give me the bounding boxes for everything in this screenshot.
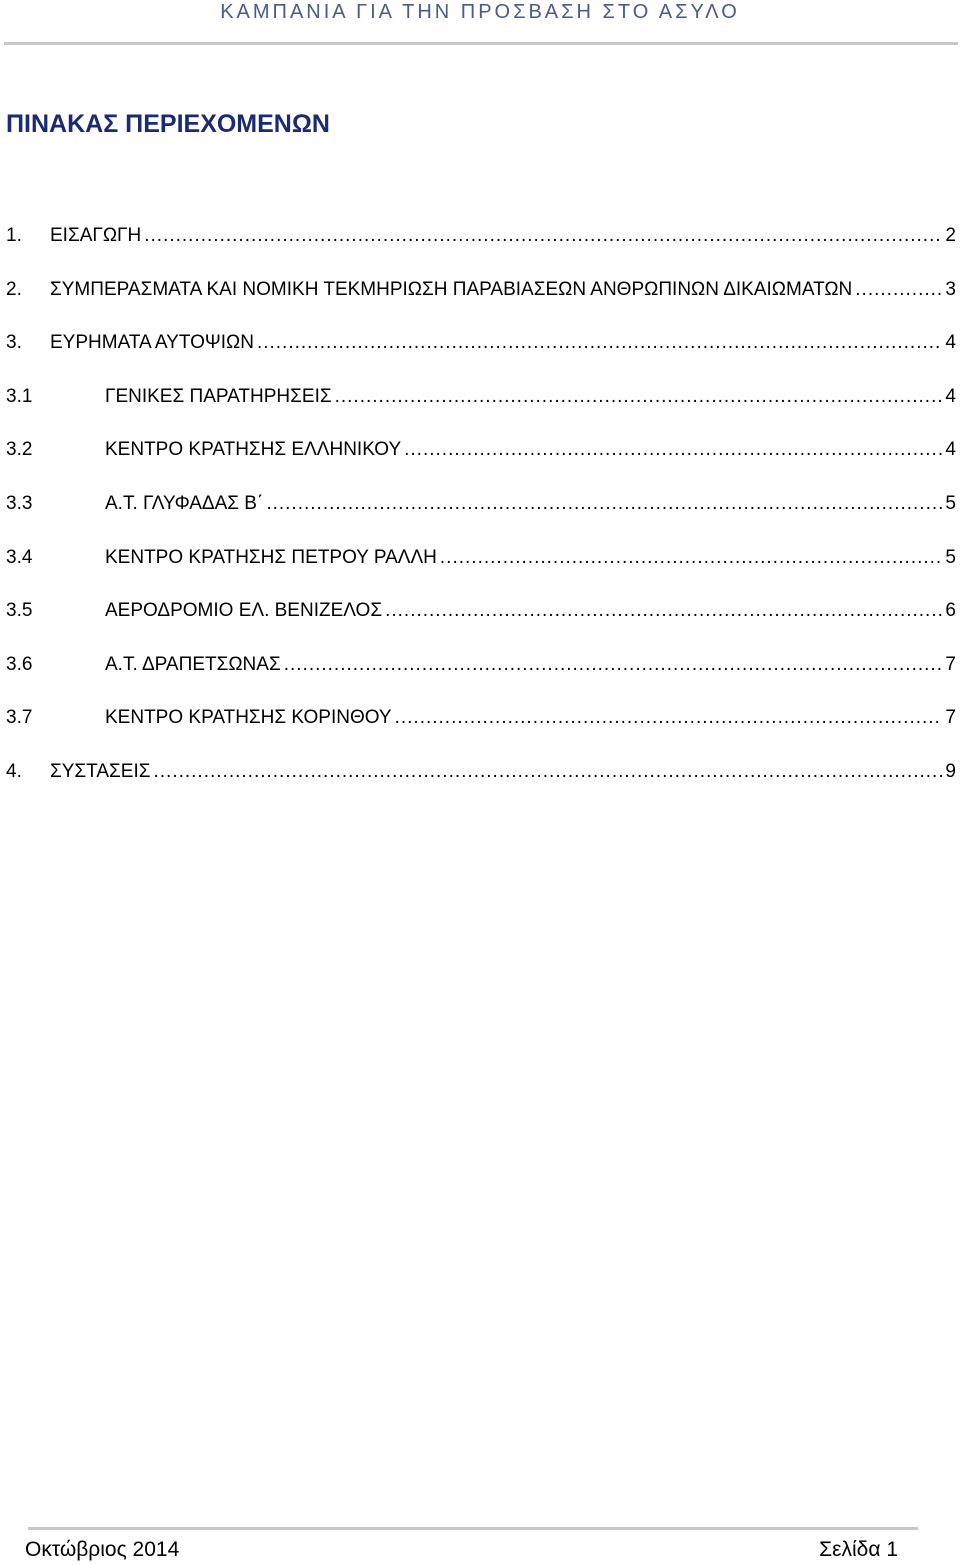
- toc-entry-number: 3.2: [6, 439, 33, 461]
- toc-entry-number: 3.1: [6, 385, 33, 407]
- toc-entry-3-7[interactable]: [6, 702, 956, 756]
- toc-entry-number: 3.5: [6, 600, 33, 622]
- toc-entry-label: ΕΙΣΑΓΩΓΗ: [50, 225, 142, 246]
- toc-entry-label: Α.Τ. ΓΛΥΦΑΔΑΣ Β΄: [105, 492, 264, 514]
- toc-entry-page: 2: [945, 225, 956, 246]
- toc-entry-3-5[interactable]: [6, 595, 956, 649]
- toc-entry-number: 4.: [6, 760, 22, 782]
- toc-entry-page: 5: [945, 546, 956, 568]
- dot-leader: [855, 274, 942, 306]
- toc-entry-label: ΚΕΝΤΡΟ ΚΡΑΤΗΣΗΣ ΕΛΛΗΝΙΚΟΥ: [105, 439, 402, 461]
- toc-entry-number: 3.: [6, 332, 22, 354]
- table-of-contents: [6, 220, 956, 810]
- toc-entry-page: 5: [945, 492, 956, 514]
- toc-entry-page: 4: [945, 385, 956, 407]
- footer-date: Οκτώβριος 2014: [25, 1538, 180, 1561]
- dot-leader: [335, 381, 942, 413]
- toc-entry-page: 7: [945, 653, 956, 675]
- toc-entry-label: ΓΕΝΙΚΕΣ ΠΑΡΑΤΗΡΗΣΕΙΣ: [105, 385, 332, 407]
- dot-leader: [395, 702, 942, 734]
- dot-leader: [257, 327, 942, 359]
- toc-entry-number: 1.: [6, 225, 22, 246]
- dot-leader: [284, 649, 942, 681]
- toc-entry-label: ΑΕΡΟΔΡΟΜΙΟ ΕΛ. ΒΕΝΙΖΕΛΟΣ: [105, 600, 383, 622]
- dot-leader: [144, 220, 942, 252]
- toc-entry-3[interactable]: [6, 327, 956, 381]
- toc-entry-2[interactable]: [6, 274, 956, 328]
- toc-entry-3-3[interactable]: [6, 488, 956, 542]
- toc-entry-page: 7: [945, 707, 956, 729]
- toc-entry-label: ΚΕΝΤΡΟ ΚΡΑΤΗΣΗΣ ΚΟΡΙΝΘΟΥ: [105, 707, 392, 729]
- toc-entry-label: Α.Τ. ΔΡΑΠΕΤΣΩΝΑΣ: [105, 653, 281, 675]
- toc-entry-label: ΣΥΜΠΕΡΑΣΜΑΤΑ ΚΑΙ ΝΟΜΙΚΗ ΤΕΚΜΗΡΙΩΣΗ ΠΑΡΑΒΙΑΣΕΩΝ ΑΝΘΡΩΠΙΝΩΝ ΔΙΚΑΙΩΜΑΤΩΝ: [50, 278, 853, 300]
- footer-rule: [28, 1527, 918, 1530]
- dot-leader: [153, 756, 942, 788]
- dot-leader: [404, 434, 942, 466]
- toc-entry-number: 3.4: [6, 546, 33, 568]
- toc-entry-label: ΕΥΡΗΜΑΤΑ ΑΥΤΟΨΙΩΝ: [50, 332, 254, 354]
- toc-entry-number: 3.6: [6, 653, 33, 675]
- dot-leader: [266, 488, 942, 520]
- toc-entry-page: 9: [945, 760, 956, 782]
- toc-entry-page: 6: [945, 600, 956, 622]
- toc-entry-page: 4: [945, 332, 956, 354]
- toc-entry-page: 3: [945, 278, 956, 300]
- toc-entry-3-2[interactable]: [6, 434, 956, 488]
- dot-leader: [385, 595, 942, 627]
- footer-page-number: Σελίδα 1: [819, 1538, 898, 1561]
- toc-entry-3-1[interactable]: [6, 381, 956, 435]
- toc-entry-3-6[interactable]: [6, 649, 956, 703]
- dot-leader: [440, 542, 942, 574]
- toc-title: ΠΙΝΑΚΑΣ ΠΕΡΙΕΧΟΜΕΝΩΝ: [6, 110, 330, 138]
- toc-entry-page: 4: [945, 439, 956, 461]
- running-header: ΚΑΜΠΑΝΙΑ ΓΙΑ ΤΗΝ ΠΡΟΣΒΑΣΗ ΣΤΟ ΑΣΥΛΟ: [220, 1, 740, 23]
- header-rule: [4, 42, 958, 45]
- toc-entry-4[interactable]: [6, 756, 956, 810]
- toc-entry-number: 3.3: [6, 492, 33, 514]
- toc-entry-label: ΚΕΝΤΡΟ ΚΡΑΤΗΣΗΣ ΠΕΤΡΟΥ ΡΑΛΛΗ: [105, 546, 437, 568]
- toc-entry-1[interactable]: [6, 220, 956, 274]
- toc-entry-3-4[interactable]: [6, 542, 956, 596]
- toc-entry-number: 2.: [6, 278, 22, 300]
- toc-entry-label: ΣΥΣΤΑΣΕΙΣ: [50, 760, 151, 782]
- toc-entry-number: 3.7: [6, 707, 33, 729]
